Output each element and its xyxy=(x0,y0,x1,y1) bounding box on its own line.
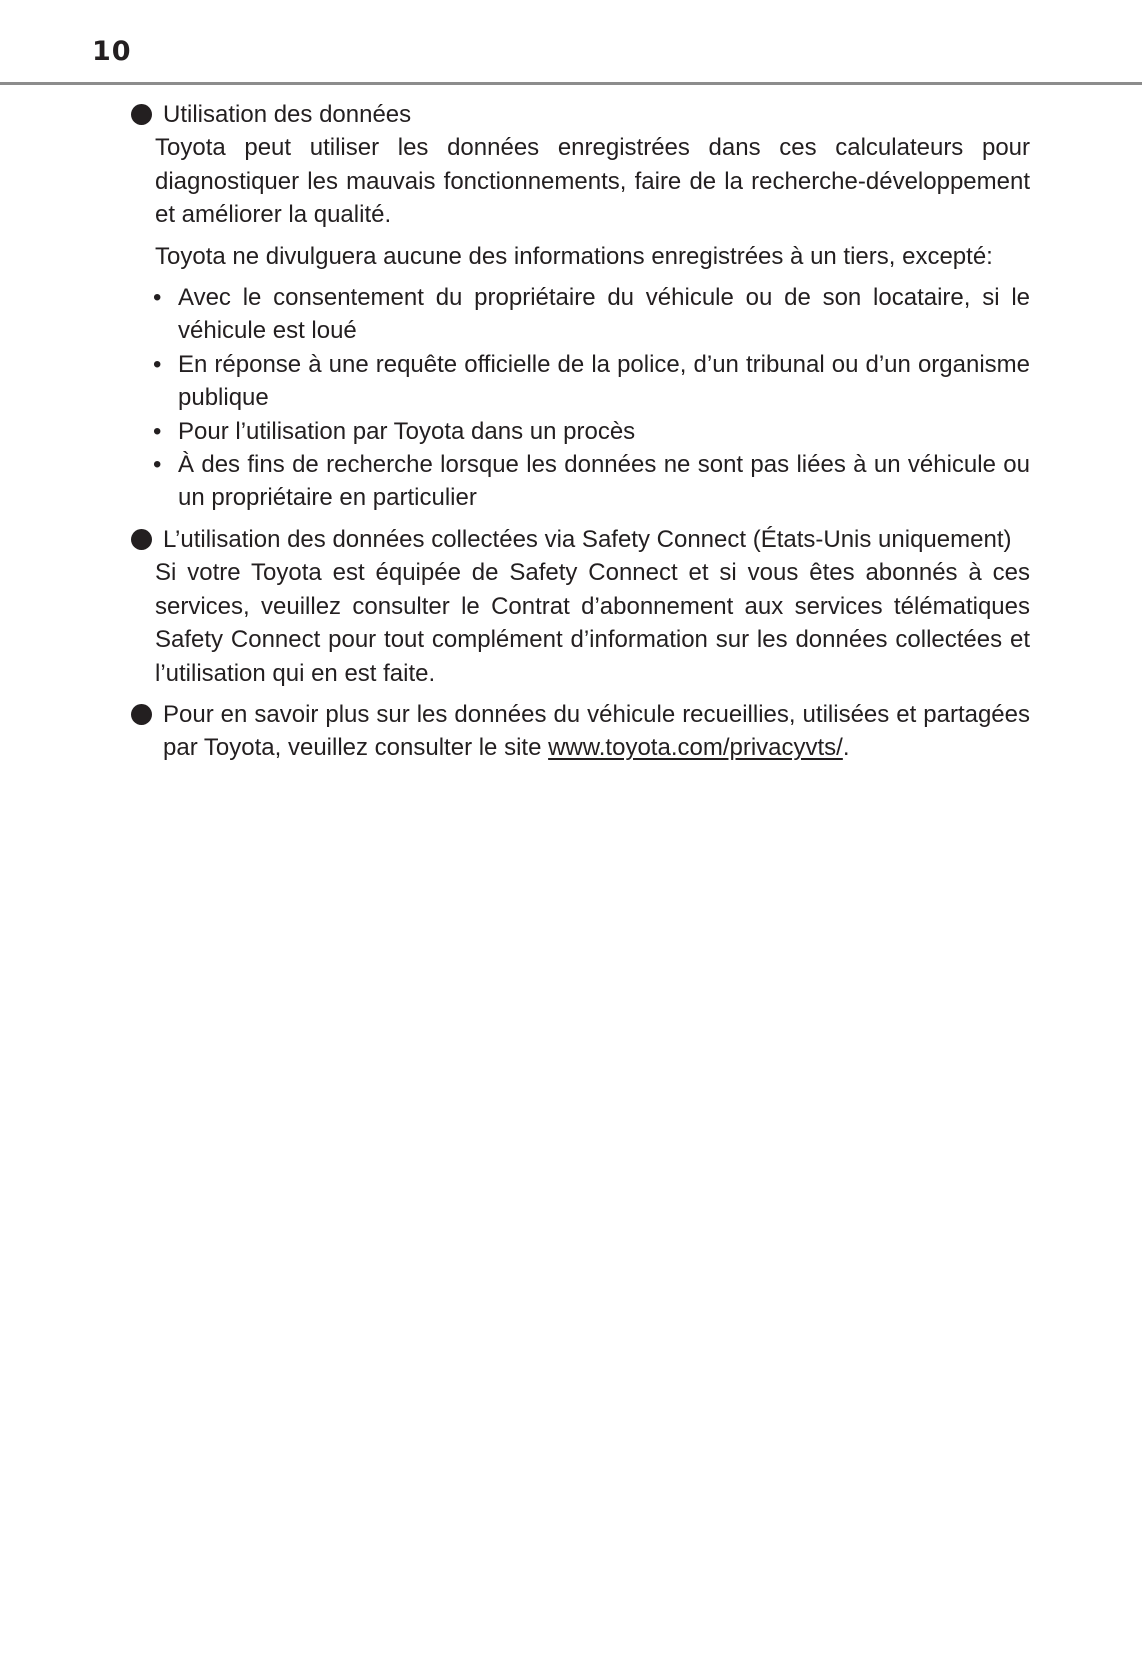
list-item-text: Pour l’utilisation par Toyota dans un procès xyxy=(178,417,636,445)
bullet-dot-icon: • xyxy=(153,350,162,378)
section-heading xyxy=(131,698,1030,765)
list-item-text: À des fins de recherche lorsque les données ne sont pas liées à un véhicule ou un propriétaire en particulier xyxy=(178,451,1030,512)
section-heading-text: Utilisation des données xyxy=(163,101,412,128)
list-item xyxy=(131,348,1030,415)
section-more-info xyxy=(131,698,1030,765)
section-data-use xyxy=(131,98,1030,515)
bullet-circle-icon xyxy=(131,104,152,125)
section-heading xyxy=(131,523,1030,556)
list-item xyxy=(131,415,1030,448)
page-number: 10 xyxy=(92,36,132,67)
paragraph: Toyota peut utiliser les données enregistrées dans ces calculateurs pour diagnostiquer les mauvais fonctionnements, faire de la recherche-développement et améliorer la qualité. xyxy=(155,134,1030,229)
list-item-text: En réponse à une requête officielle de la police, d’un tribunal ou d’un organisme publique xyxy=(178,350,1030,412)
bullet-circle-icon xyxy=(131,704,152,725)
sentence-end: . xyxy=(842,734,850,762)
bullet-circle-icon xyxy=(131,529,152,550)
header-divider xyxy=(0,82,1142,85)
privacy-link[interactable]: www.toyota.com/privacyvts/ xyxy=(548,734,843,762)
section-heading-text: L’utilisation des données collectées via Safety Connect (États-Unis uniquement) xyxy=(163,525,1012,553)
document-body xyxy=(131,98,1030,773)
section-safety-connect xyxy=(131,523,1030,690)
bullet-dot-icon: • xyxy=(153,284,162,312)
paragraph: Si votre Toyota est équipée de Safety Connect et si vous êtes abonnés à ces services, veuillez consulter le Contrat d’abonnement aux services télématiques Safety Connect pour tout complément d’information sur les données collectées et l’utilisation qui en est faite. xyxy=(155,559,1030,687)
list-item xyxy=(131,281,1030,348)
exceptions-list xyxy=(131,281,1030,515)
bullet-dot-icon: • xyxy=(153,451,162,479)
list-item-text: Avec le consentement du propriétaire du véhicule ou de son locataire, si le véhicule est loué xyxy=(178,284,1030,345)
list-item xyxy=(131,448,1030,515)
bullet-dot-icon: • xyxy=(153,417,162,445)
paragraph: Toyota ne divulguera aucune des informations enregistrées à un tiers, excepté: xyxy=(155,242,993,270)
more-info-text: Pour en savoir plus sur les données du véhicule recueillies, utilisées et partagées par Toyota, veuillez consulter le site xyxy=(163,700,1030,762)
section-heading xyxy=(131,98,1030,131)
